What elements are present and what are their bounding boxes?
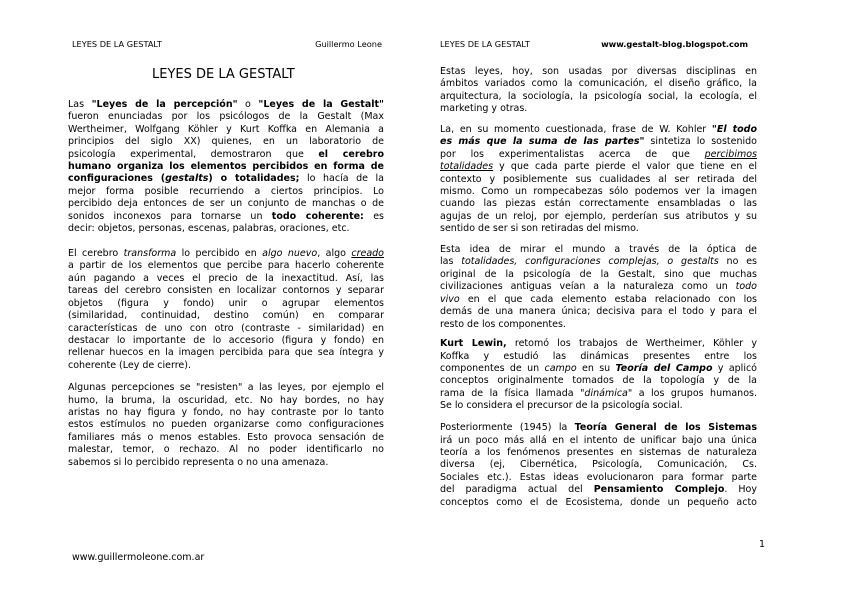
text-run: fueron enunciadas por los psicólogos de la Gestalt (Max	[68, 111, 384, 123]
header-blog-url: www.gestalt-blog.blogspot.com	[601, 39, 748, 49]
text-line	[68, 310, 384, 322]
text-run: rama de la física llamada	[440, 387, 581, 399]
text-run: aún pagando a veces el precio de la inexactitud. Así, las	[68, 272, 384, 284]
text-run: gestalts	[165, 173, 209, 185]
text-line	[68, 173, 384, 185]
footer-url: www.guillermoleone.com.ar	[72, 552, 205, 563]
text-line	[440, 472, 757, 484]
text-run: todo coherente:	[271, 210, 364, 222]
text-run: es	[363, 210, 384, 222]
text-line	[440, 161, 757, 173]
text-line	[440, 136, 757, 148]
text-run: Teoría del Campo	[615, 362, 713, 374]
text-line	[440, 351, 757, 363]
text-line	[440, 223, 757, 235]
text-line	[440, 174, 757, 186]
text-line	[68, 360, 384, 372]
text-run: a partir de los elementos que percibe para hacerlo coherente	[68, 260, 384, 272]
text-line	[68, 444, 384, 456]
page-number: 1	[759, 539, 766, 550]
text-line	[68, 124, 384, 136]
text-run: mejor forma posible recurriendo a ciertos principios. Lo	[68, 185, 384, 197]
text-run: Estas leyes, hoy, son usadas por diversas disciplinas en	[440, 66, 757, 77]
text-run: percibimos	[704, 148, 757, 160]
text-line	[440, 244, 757, 256]
paragraph	[68, 248, 384, 372]
paragraph	[68, 99, 384, 235]
text-line	[440, 149, 757, 161]
text-line	[440, 198, 757, 210]
text-run: conceptos originalmente tomados de la topología y de la	[440, 375, 757, 387]
text-line	[440, 256, 757, 268]
text-line	[68, 285, 384, 297]
text-run: diversa (ej, Cibernética, Psicología, Comunicación, Cs.	[440, 459, 757, 471]
text-run: arquitectura, la sociología, la psicología social, la ecología, el	[440, 90, 757, 102]
paragraph	[440, 422, 757, 509]
text-run: las	[440, 256, 462, 268]
text-run: en su	[576, 362, 616, 374]
text-run: contexto y posiblemente sus cualidades al ser retirada del	[440, 173, 757, 185]
text-run: totalidades, configuraciones complejas, o gestalts	[461, 256, 719, 268]
text-line	[440, 388, 757, 400]
text-run: ) o totalidades;	[208, 173, 300, 185]
text-run: sonidos inconexos para tornarse un	[68, 210, 272, 222]
text-run: y que cada parte pierde el valor que tiene en el	[493, 161, 757, 173]
text-run: no es	[718, 256, 757, 268]
paragraph	[440, 244, 757, 331]
text-run: "Leyes de la Gestalt"	[258, 99, 384, 110]
text-run: ámbitos variados como la comunicación, el diseño gráfico, la	[440, 78, 757, 90]
text-run: a los grupos humanos.	[632, 387, 757, 399]
text-run: rellenar huecos en la imagen percibida para que sea íntegra y	[68, 347, 384, 359]
text-run: estos estímulos no pueden organizarse como configuraciones	[68, 419, 384, 431]
text-run: algo nuevo	[262, 248, 318, 260]
text-run: tareas del cerebro consisten en localizar contornos y separar	[68, 285, 384, 297]
text-line	[440, 124, 757, 136]
text-run: sentido de ser si son retiradas del mismo.	[440, 223, 639, 235]
text-run: destacar lo importante de lo accesorio (figura y fondo) en	[68, 334, 384, 346]
text-run: demás de una manera única; decisiva para el todo y para el	[440, 306, 757, 318]
text-line	[68, 298, 384, 310]
paragraph	[440, 66, 757, 116]
paragraph	[440, 124, 757, 236]
text-run: (similaridad, continuidad, destino común) en comparar	[68, 310, 384, 322]
text-line	[440, 306, 757, 318]
text-run: aristas no hay figura y fondo, no hay contraste por lo tanto	[68, 406, 384, 418]
text-run: lo percibido en	[176, 248, 263, 260]
text-line	[68, 335, 384, 347]
text-line	[440, 422, 757, 434]
text-line	[68, 382, 384, 394]
text-run: . Hoy	[724, 484, 757, 496]
text-run: Wertheimer, Wolfgang Köhler y Kurt Koffka en Alemania a	[68, 123, 384, 135]
text-run: sintetiza lo sostenido	[644, 136, 757, 148]
text-run: o	[237, 99, 259, 110]
text-run: marketing y otras.	[440, 103, 528, 115]
text-run: del paradigma actual del	[440, 484, 594, 496]
text-line	[68, 99, 384, 111]
text-run: y aplicó	[712, 362, 757, 374]
text-run: componentes de un	[440, 362, 545, 374]
text-run: La, en su momento cuestionada, frase de W. Kohler	[440, 124, 712, 136]
text-run: coherente (Ley de cierre).	[68, 359, 191, 371]
text-line	[68, 211, 384, 223]
text-line	[440, 435, 757, 447]
text-run: percibido deja entonces de ser un conjunto de manchas o de	[68, 198, 384, 210]
paragraph	[68, 382, 384, 469]
text-run: por los experimentalistas acerca de que	[440, 148, 705, 160]
header-author: Guillermo Leone	[315, 39, 382, 49]
text-run: Algunas percepciones se "resisten" a las leyes, por ejemplo el	[68, 382, 384, 394]
text-line	[440, 103, 757, 115]
text-line	[440, 294, 757, 306]
text-run: irá un poco más allá en el intento de unificar bajo una única	[440, 434, 757, 446]
text-run: conceptos como el de Ecosistema, donde un pequeño acto	[440, 496, 757, 508]
text-run: resto de los componentes.	[440, 318, 566, 330]
text-line	[440, 338, 757, 350]
text-line	[68, 347, 384, 359]
text-line	[68, 198, 384, 210]
text-line	[68, 223, 384, 235]
text-line	[68, 186, 384, 198]
header-left-title: LEYES DE LA GESTALT	[72, 39, 162, 49]
document-title: LEYES DE LA GESTALT	[152, 67, 295, 82]
paragraph	[440, 338, 757, 412]
text-run: creado	[351, 248, 384, 260]
text-run: "Leyes de la percepción"	[91, 99, 238, 110]
text-line	[440, 375, 757, 387]
text-run: cuando las piezas están correctamente ensambladas o las	[440, 198, 757, 210]
text-line	[68, 419, 384, 431]
text-run: Se lo considera el precursor de la psicología social.	[440, 400, 683, 412]
text-run: transforma	[123, 248, 177, 260]
text-line	[440, 400, 757, 412]
text-run: objetos (figura y fondo) unir o agrupar elementos	[68, 297, 384, 309]
text-line	[68, 248, 384, 260]
text-line	[68, 260, 384, 272]
text-line	[68, 432, 384, 444]
text-run: todo	[735, 281, 757, 293]
text-run: retomó los trabajos de Wertheimer, Köhler y	[506, 338, 757, 350]
text-run: sabemos si lo percibido representa o no una amenaza.	[68, 456, 329, 468]
text-run: lo hacía de la	[299, 173, 384, 185]
text-line	[68, 407, 384, 419]
text-run: malestar, temor, o rechazo. Al no poder identificarlo no	[68, 444, 384, 456]
text-run: características de uno con otro (contraste - similaridad) en	[68, 322, 384, 334]
text-run: Kurt Lewin,	[440, 338, 507, 350]
text-line	[68, 273, 384, 285]
text-line	[440, 497, 757, 509]
text-run: agujas de un reloj, por ejemplo, perderían sus atributos y su	[440, 210, 757, 222]
text-run: Pensamiento Complejo	[593, 484, 725, 496]
text-run: decir: objetos, personas, escenas, palabras, oraciones, etc.	[68, 223, 350, 235]
text-run: familiares más o menos estables. Esto provoca sensación de	[68, 431, 384, 443]
text-line	[440, 484, 757, 496]
text-run: Posteriormente (1945) la	[440, 422, 575, 434]
text-run: es más que la suma de las partes"	[440, 136, 645, 148]
text-run: humo, la bruma, la oscuridad, etc. No hay bordes, no hay	[68, 394, 384, 406]
text-run: principios del siglo XX) quienes, en un laboratorio de	[68, 136, 384, 148]
text-run: totalidades	[440, 161, 494, 173]
text-run: "dinámica"	[580, 387, 633, 399]
text-line	[440, 91, 757, 103]
text-run: el cerebro	[318, 148, 384, 160]
text-run: vivo	[440, 293, 460, 305]
text-line	[440, 186, 757, 198]
right-column	[440, 66, 757, 509]
text-run: mismo. Como un rompecabezas sólo podemos ver la imagen	[440, 186, 757, 198]
text-line	[440, 269, 757, 281]
text-run: humano organiza los elementos percibidos en forma de	[68, 161, 384, 173]
text-run: , algo	[317, 248, 352, 260]
text-run: El cerebro	[68, 248, 124, 260]
text-line	[440, 319, 757, 331]
text-run: Esta idea de mirar el mundo a través de la óptica de	[440, 244, 757, 256]
text-line	[68, 323, 384, 335]
text-line	[68, 136, 384, 148]
text-line	[68, 395, 384, 407]
text-run: en el que cada elemento estaba relacionado con los	[459, 293, 757, 305]
text-line	[440, 281, 757, 293]
text-run: "El todo	[711, 124, 757, 136]
text-line	[68, 149, 384, 161]
text-run: Sociales etc.). Estas ideas evolucionaron para formar parte	[440, 471, 757, 483]
text-line	[440, 447, 757, 459]
text-line	[68, 457, 384, 469]
text-run: configuraciones (	[68, 173, 166, 185]
text-run: Teoría General de los Sistemas	[574, 422, 757, 434]
text-line	[440, 66, 757, 78]
text-run: civilizaciones antiguas veían a la naturaleza como un	[440, 281, 736, 293]
header-right-title: LEYES DE LA GESTALT	[440, 39, 530, 49]
text-run: Las	[68, 99, 92, 110]
text-line	[440, 459, 757, 471]
text-run: psicología experimental, demostraron que	[68, 148, 319, 160]
text-line	[68, 111, 384, 123]
text-run: original de la psicología de la Gestalt, sino que muchas	[440, 268, 757, 280]
text-line	[440, 363, 757, 375]
left-column	[68, 99, 384, 469]
text-run: campo	[544, 362, 577, 374]
text-run: teoría a los fenómenos presentes en sistemas de naturaleza	[440, 446, 757, 458]
text-line	[440, 211, 757, 223]
text-line	[440, 78, 757, 90]
text-run: Koffka y estudió las dinámicas presentes entre los	[440, 350, 757, 362]
text-line	[68, 161, 384, 173]
